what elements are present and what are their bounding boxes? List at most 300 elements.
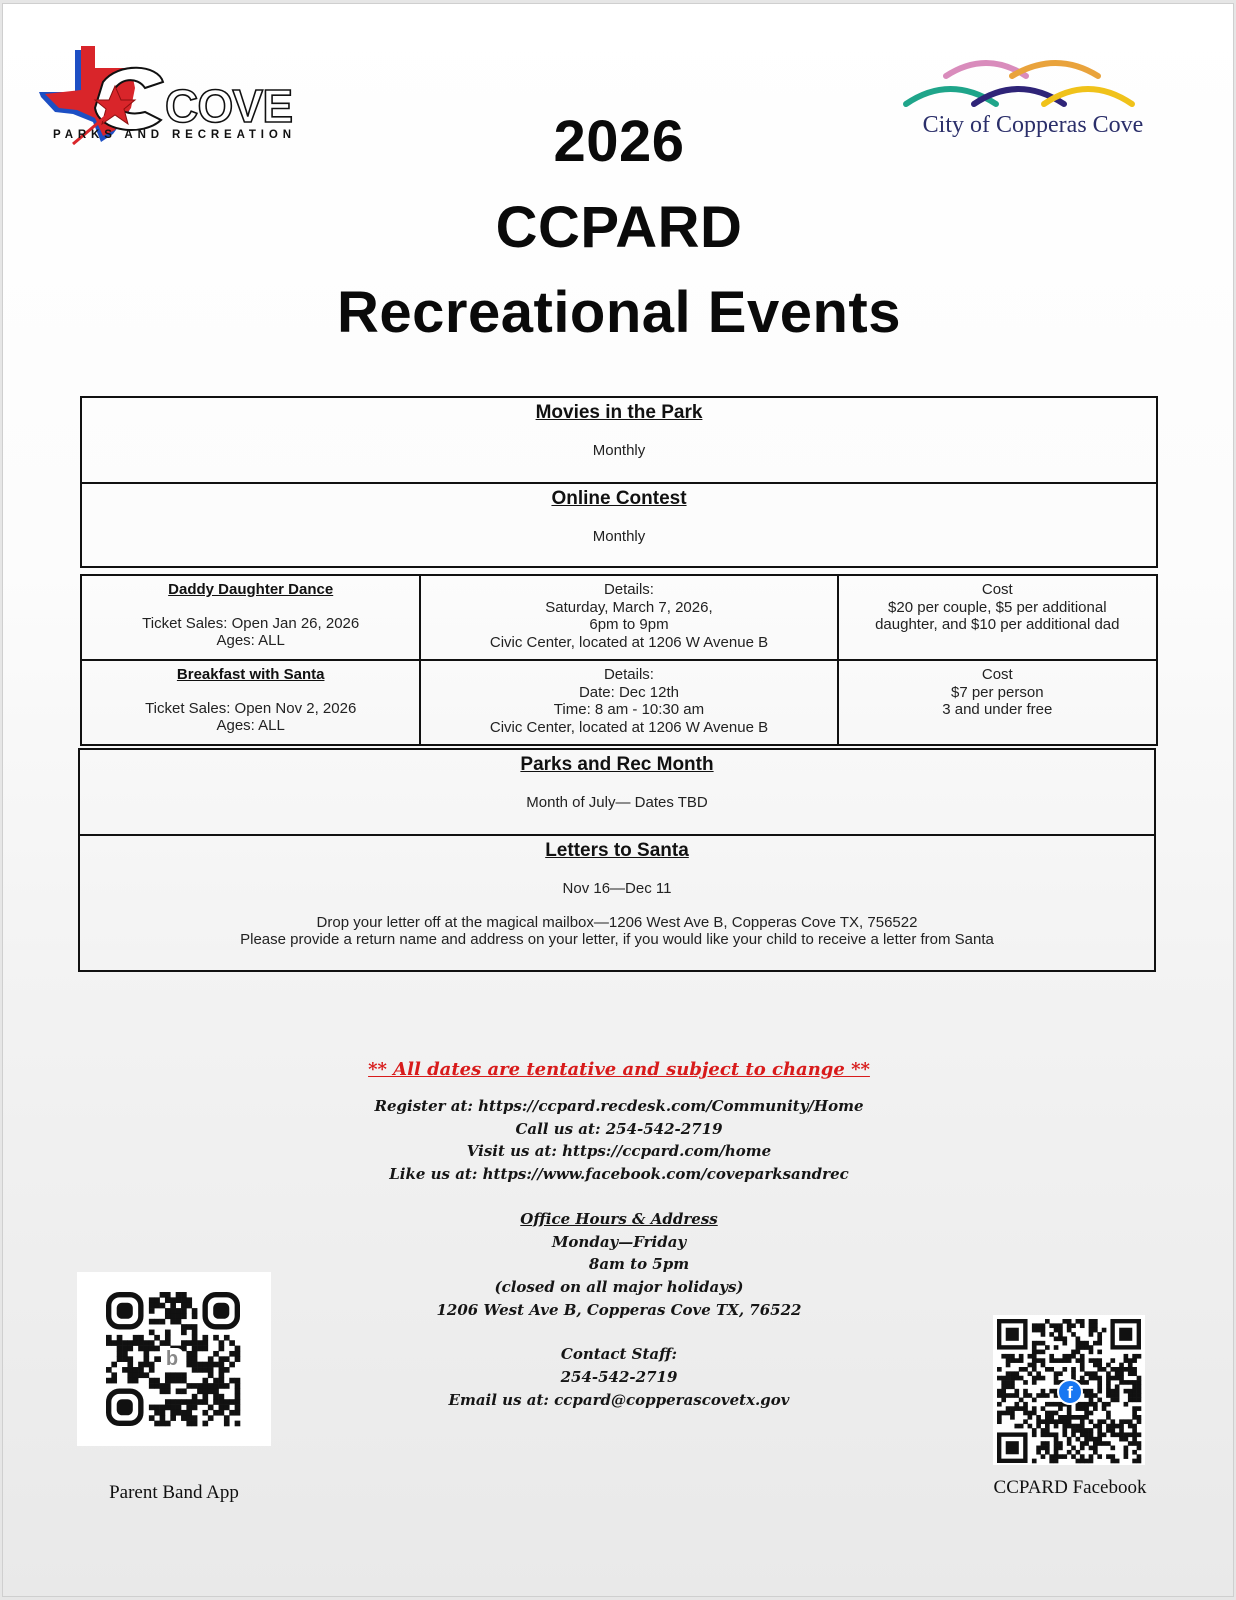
qr-module bbox=[1036, 1376, 1041, 1381]
qr-module bbox=[186, 1297, 192, 1303]
qr-module bbox=[1097, 1398, 1102, 1403]
event-schedule-parks-rec-month: Month of July— Dates TBD bbox=[526, 794, 708, 811]
qr-module bbox=[181, 1303, 187, 1309]
qr-module bbox=[1045, 1446, 1050, 1451]
cost-line: 3 and under free bbox=[942, 701, 1053, 718]
qr-module bbox=[176, 1319, 182, 1325]
qr-module bbox=[165, 1340, 171, 1346]
qr-module bbox=[1089, 1437, 1094, 1442]
qr-module bbox=[1054, 1371, 1059, 1376]
call-phone[interactable]: Call us at: 254-542-2719 bbox=[515, 1119, 723, 1138]
qr-module bbox=[1093, 1441, 1098, 1446]
qr-module bbox=[1062, 1454, 1067, 1459]
qr-module bbox=[1097, 1367, 1102, 1372]
qr-module bbox=[219, 1367, 225, 1373]
qr-module bbox=[1036, 1393, 1041, 1398]
qr-module bbox=[1032, 1376, 1037, 1381]
cost-line: $20 per couple, $5 per additional bbox=[888, 598, 1107, 616]
qr-module bbox=[1119, 1363, 1124, 1368]
qr-module bbox=[117, 1351, 123, 1357]
qr-module bbox=[1045, 1393, 1050, 1398]
qr-module bbox=[213, 1351, 219, 1357]
qr-module bbox=[149, 1405, 155, 1411]
qr-module bbox=[1049, 1323, 1054, 1328]
qr-module bbox=[1036, 1341, 1041, 1346]
qr-module bbox=[1058, 1358, 1063, 1363]
qr-module bbox=[219, 1394, 225, 1400]
qr-module bbox=[1106, 1441, 1111, 1446]
qr-module bbox=[127, 1362, 133, 1368]
qr-module bbox=[176, 1410, 182, 1416]
qr-module bbox=[1119, 1437, 1124, 1442]
qr-module bbox=[1067, 1415, 1072, 1420]
qr-module bbox=[1106, 1363, 1111, 1368]
qr-module bbox=[176, 1405, 182, 1411]
qr-module bbox=[1089, 1402, 1094, 1407]
qr-module bbox=[1080, 1402, 1085, 1407]
qr-module bbox=[1054, 1446, 1059, 1451]
qr-module bbox=[160, 1421, 166, 1427]
qr-module bbox=[133, 1340, 139, 1346]
qr-module bbox=[1071, 1371, 1076, 1376]
qr-module bbox=[1110, 1398, 1115, 1403]
monthly-events-box bbox=[80, 396, 1158, 568]
details-label: Details: bbox=[603, 581, 654, 598]
qr-module bbox=[1080, 1428, 1085, 1433]
qr-module bbox=[1071, 1415, 1076, 1420]
qr-module bbox=[208, 1367, 214, 1373]
qr-module bbox=[202, 1383, 208, 1389]
qr-module bbox=[219, 1362, 225, 1368]
qr-module bbox=[1054, 1454, 1059, 1459]
qr-module bbox=[122, 1346, 128, 1352]
qr-module bbox=[1093, 1406, 1098, 1411]
qr-module bbox=[170, 1415, 176, 1421]
qr-module bbox=[197, 1367, 203, 1373]
qr-module bbox=[1106, 1384, 1111, 1389]
qr-module bbox=[1137, 1398, 1142, 1403]
qr-module bbox=[1028, 1371, 1033, 1376]
cost-label: Cost bbox=[981, 666, 1013, 683]
qr-module bbox=[1036, 1450, 1041, 1455]
qr-module bbox=[213, 1410, 219, 1416]
qr-module bbox=[154, 1346, 160, 1352]
qr-module bbox=[1132, 1424, 1137, 1429]
qr-module bbox=[1071, 1454, 1076, 1459]
qr-module bbox=[160, 1340, 166, 1346]
qr-module bbox=[1102, 1441, 1107, 1446]
qr-module bbox=[1032, 1328, 1037, 1333]
qr-module bbox=[1110, 1376, 1115, 1381]
qr-module bbox=[197, 1399, 203, 1405]
qr-module bbox=[1062, 1319, 1067, 1324]
qr-module bbox=[1097, 1441, 1102, 1446]
qr-module bbox=[1054, 1459, 1059, 1464]
qr-module bbox=[1023, 1389, 1028, 1394]
qr-module bbox=[1067, 1441, 1072, 1446]
qr-module bbox=[1137, 1393, 1142, 1398]
qr-module bbox=[235, 1388, 241, 1394]
facebook-link[interactable]: Like us at: https://www.facebook.com/coveparksandrec bbox=[389, 1165, 849, 1184]
qr-module bbox=[1106, 1415, 1111, 1420]
qr-module bbox=[154, 1421, 160, 1427]
qr-module bbox=[170, 1313, 176, 1319]
qr-module bbox=[1128, 1389, 1133, 1394]
qr-module bbox=[1045, 1441, 1050, 1446]
seasonal-events-box bbox=[78, 748, 1156, 972]
qr-module bbox=[1010, 1415, 1015, 1420]
qr-module bbox=[1058, 1323, 1063, 1328]
qr-module bbox=[1041, 1419, 1046, 1424]
qr-module bbox=[224, 1405, 230, 1411]
register-link[interactable]: Register at: https://ccpard.recdesk.com/Community/Home bbox=[374, 1097, 864, 1115]
qr-module bbox=[149, 1367, 155, 1373]
qr-module bbox=[1032, 1380, 1037, 1385]
qr-module bbox=[133, 1367, 139, 1373]
qr-module bbox=[1006, 1354, 1011, 1359]
qr-module bbox=[1049, 1411, 1054, 1416]
event-title-parks-rec-month: Parks and Rec Month bbox=[520, 754, 714, 775]
qr-module bbox=[138, 1335, 144, 1341]
qr-module bbox=[1058, 1446, 1063, 1451]
details-line: Saturday, March 7, 2026, bbox=[545, 598, 713, 616]
qr-module bbox=[1119, 1432, 1124, 1437]
qr-module bbox=[1058, 1328, 1063, 1333]
qr-module bbox=[192, 1367, 198, 1373]
qr-module bbox=[176, 1313, 182, 1319]
qr-module bbox=[1058, 1371, 1063, 1376]
qr-module bbox=[1084, 1415, 1089, 1420]
qr-module bbox=[202, 1335, 208, 1341]
qr-module bbox=[1084, 1441, 1089, 1446]
qr-module bbox=[106, 1340, 112, 1346]
qr-module bbox=[1106, 1454, 1111, 1459]
qr-module bbox=[1058, 1332, 1063, 1337]
qr-module bbox=[170, 1410, 176, 1416]
qr-module bbox=[1071, 1432, 1076, 1437]
qr-module bbox=[1041, 1350, 1046, 1355]
qr-module bbox=[165, 1421, 171, 1427]
qr-module bbox=[192, 1335, 198, 1341]
qr-module bbox=[176, 1399, 182, 1405]
qr-module bbox=[144, 1340, 150, 1346]
qr-module bbox=[1102, 1367, 1107, 1372]
qr-module bbox=[133, 1378, 139, 1384]
qr-module bbox=[1067, 1328, 1072, 1333]
qr-module bbox=[176, 1378, 182, 1384]
qr-module bbox=[149, 1330, 155, 1336]
qr-module bbox=[1089, 1459, 1094, 1464]
qr-module bbox=[154, 1303, 160, 1309]
qr-module bbox=[149, 1308, 155, 1314]
qr-module bbox=[1045, 1424, 1050, 1429]
qr-module bbox=[144, 1362, 150, 1368]
table-row bbox=[81, 575, 1157, 660]
qr-module bbox=[133, 1335, 139, 1341]
qr-module bbox=[1093, 1358, 1098, 1363]
arcs-graphic bbox=[898, 52, 1158, 112]
divider bbox=[82, 482, 1156, 484]
qr-module bbox=[138, 1367, 144, 1373]
qr-module bbox=[1067, 1358, 1072, 1363]
qr-module bbox=[1041, 1432, 1046, 1437]
qr-module bbox=[1054, 1441, 1059, 1446]
qr-module bbox=[1124, 1380, 1129, 1385]
qr-module bbox=[1019, 1367, 1024, 1372]
ticket-sales: Ticket Sales: Open Jan 26, 2026 bbox=[142, 614, 360, 632]
qr-module bbox=[192, 1346, 198, 1352]
qr-module bbox=[192, 1405, 198, 1411]
qr-module bbox=[1132, 1411, 1137, 1416]
qr-module bbox=[192, 1421, 198, 1427]
qr-module bbox=[1045, 1428, 1050, 1433]
qr-module bbox=[1076, 1415, 1081, 1420]
qr-module bbox=[1062, 1341, 1067, 1346]
qr-module bbox=[1041, 1454, 1046, 1459]
qr-module bbox=[1071, 1354, 1076, 1359]
qr-module bbox=[133, 1372, 139, 1378]
qr-module bbox=[1049, 1459, 1054, 1464]
event-title-breakfast-with-santa: Breakfast with Santa bbox=[176, 666, 325, 683]
qr-module bbox=[1071, 1446, 1076, 1451]
qr-module bbox=[224, 1399, 230, 1405]
qr-module bbox=[192, 1351, 198, 1357]
qr-module bbox=[192, 1324, 198, 1330]
qr-module bbox=[165, 1313, 171, 1319]
qr-module bbox=[1032, 1341, 1037, 1346]
qr-module bbox=[1076, 1459, 1081, 1464]
qr-module bbox=[1006, 1411, 1011, 1416]
qr-module bbox=[235, 1421, 241, 1427]
qr-module bbox=[1080, 1406, 1085, 1411]
qr-module bbox=[1010, 1384, 1015, 1389]
qr-module bbox=[154, 1405, 160, 1411]
qr-module bbox=[1110, 1459, 1115, 1464]
qr-module bbox=[1137, 1454, 1142, 1459]
qr-module bbox=[1041, 1323, 1046, 1328]
qr-module bbox=[160, 1415, 166, 1421]
qr-module bbox=[1014, 1358, 1019, 1363]
qr-module bbox=[1067, 1406, 1072, 1411]
qr-module bbox=[122, 1340, 128, 1346]
qr-module bbox=[1001, 1376, 1006, 1381]
qr-module bbox=[1089, 1432, 1094, 1437]
qr-module bbox=[1132, 1380, 1137, 1385]
qr-module bbox=[1019, 1376, 1024, 1381]
qr-module bbox=[1089, 1319, 1094, 1324]
qr-module bbox=[1067, 1411, 1072, 1416]
event-title-letters-to-santa: Letters to Santa bbox=[545, 840, 689, 861]
qr-module bbox=[1124, 1432, 1129, 1437]
qr-module bbox=[1084, 1371, 1089, 1376]
qr-module bbox=[1132, 1384, 1137, 1389]
qr-module bbox=[1006, 1393, 1011, 1398]
staff-phone[interactable]: 254-542-2719 bbox=[560, 1368, 678, 1387]
event-cell bbox=[81, 660, 420, 745]
qr-module bbox=[192, 1356, 198, 1362]
qr-module bbox=[1084, 1389, 1089, 1394]
qr-module bbox=[1124, 1354, 1129, 1359]
qr-module bbox=[1132, 1428, 1137, 1433]
event-title-movies: Movies in the Park bbox=[535, 402, 703, 423]
qr-module bbox=[149, 1319, 155, 1325]
qr-module bbox=[192, 1340, 198, 1346]
qr-module bbox=[1080, 1432, 1085, 1437]
qr-finder-pattern bbox=[205, 1295, 237, 1327]
qr-module bbox=[181, 1308, 187, 1314]
qr-module bbox=[1062, 1367, 1067, 1372]
qr-module bbox=[1062, 1336, 1067, 1341]
event-cell bbox=[81, 575, 420, 660]
qr-module bbox=[1132, 1398, 1137, 1403]
qr-module bbox=[186, 1351, 192, 1357]
qr-module bbox=[1054, 1411, 1059, 1416]
qr-module bbox=[192, 1394, 198, 1400]
qr-module bbox=[170, 1319, 176, 1325]
qr-module bbox=[176, 1292, 182, 1298]
qr-module bbox=[138, 1346, 144, 1352]
qr-module bbox=[1097, 1437, 1102, 1442]
qr-module bbox=[1062, 1432, 1067, 1437]
qr-module bbox=[160, 1410, 166, 1416]
qr-module bbox=[176, 1308, 182, 1314]
qr-module bbox=[1097, 1454, 1102, 1459]
qr-module bbox=[1093, 1446, 1098, 1451]
qr-module bbox=[149, 1415, 155, 1421]
qr-module bbox=[1132, 1441, 1137, 1446]
qr-module bbox=[1124, 1454, 1129, 1459]
qr-module bbox=[1014, 1376, 1019, 1381]
qr-module bbox=[165, 1405, 171, 1411]
qr-module bbox=[197, 1362, 203, 1368]
qr-module bbox=[154, 1319, 160, 1325]
qr-module bbox=[1119, 1367, 1124, 1372]
qr-module bbox=[1115, 1424, 1120, 1429]
qr-module bbox=[186, 1399, 192, 1405]
band-app-qr-code[interactable] bbox=[77, 1272, 271, 1446]
qr-module bbox=[192, 1383, 198, 1389]
qr-module bbox=[1049, 1415, 1054, 1420]
qr-module bbox=[127, 1356, 133, 1362]
qr-module bbox=[186, 1324, 192, 1330]
qr-module bbox=[170, 1372, 176, 1378]
qr-module bbox=[229, 1378, 235, 1384]
qr-module bbox=[1089, 1371, 1094, 1376]
facebook-qr-code[interactable] bbox=[993, 1315, 1145, 1465]
qr-module bbox=[1110, 1419, 1115, 1424]
qr-module bbox=[1115, 1459, 1120, 1464]
qr-module bbox=[1097, 1350, 1102, 1355]
qr-module bbox=[1014, 1424, 1019, 1429]
qr-module bbox=[1041, 1389, 1046, 1394]
qr-module bbox=[1084, 1393, 1089, 1398]
qr-module bbox=[235, 1356, 241, 1362]
qr-module bbox=[149, 1383, 155, 1389]
qr-module bbox=[1102, 1419, 1107, 1424]
qr-module bbox=[1049, 1358, 1054, 1363]
qr-module bbox=[1115, 1367, 1120, 1372]
qr-module bbox=[1023, 1411, 1028, 1416]
qr-module bbox=[1093, 1341, 1098, 1346]
title-org: CCPARD bbox=[495, 195, 743, 260]
qr-module bbox=[1097, 1358, 1102, 1363]
qr-module bbox=[1132, 1393, 1137, 1398]
details-line: Time: 8 am - 10:30 am bbox=[553, 701, 705, 718]
qr-module bbox=[1115, 1398, 1120, 1403]
cost-line: $7 per person bbox=[950, 683, 1044, 701]
qr-module bbox=[1110, 1389, 1115, 1394]
qr-module bbox=[1115, 1371, 1120, 1376]
office-hours: 8am to 5pm bbox=[588, 1255, 690, 1274]
qr-module bbox=[1106, 1371, 1111, 1376]
qr-module bbox=[1080, 1424, 1085, 1429]
qr-module bbox=[1080, 1419, 1085, 1424]
city-name: City of Copperas Cove bbox=[922, 112, 1144, 138]
qr-module bbox=[165, 1383, 171, 1389]
qr-module bbox=[1054, 1437, 1059, 1442]
qr-module bbox=[1067, 1323, 1072, 1328]
details-cell bbox=[420, 575, 837, 660]
qr-module bbox=[1076, 1319, 1081, 1324]
qr-module bbox=[160, 1383, 166, 1389]
qr-module bbox=[1097, 1341, 1102, 1346]
qr-module bbox=[181, 1297, 187, 1303]
qr-module bbox=[1041, 1441, 1046, 1446]
qr-module bbox=[1054, 1345, 1059, 1350]
qr-module bbox=[1132, 1358, 1137, 1363]
qr-module bbox=[1132, 1389, 1137, 1394]
qr-module bbox=[117, 1346, 123, 1352]
qr-module bbox=[1076, 1428, 1081, 1433]
qr-module bbox=[1062, 1358, 1067, 1363]
cost-label: Cost bbox=[981, 581, 1013, 598]
qr-module bbox=[1041, 1358, 1046, 1363]
qr-module bbox=[1084, 1428, 1089, 1433]
qr-module bbox=[1137, 1441, 1142, 1446]
qr-module bbox=[208, 1362, 214, 1368]
qr-module bbox=[1045, 1319, 1050, 1324]
qr-module bbox=[1054, 1328, 1059, 1333]
qr-module bbox=[1006, 1384, 1011, 1389]
qr-module bbox=[1058, 1441, 1063, 1446]
qr-module bbox=[1049, 1354, 1054, 1359]
email-link[interactable]: Email us at: ccpard@copperascovetx.gov bbox=[448, 1390, 790, 1409]
qr-module bbox=[1097, 1363, 1102, 1368]
qr-module bbox=[1058, 1415, 1063, 1420]
qr-module bbox=[1115, 1384, 1120, 1389]
qr-module bbox=[1089, 1454, 1094, 1459]
qr-module bbox=[1058, 1336, 1063, 1341]
visit-link[interactable]: Visit us at: https://ccpard.com/home bbox=[466, 1142, 772, 1161]
qr-module bbox=[1023, 1380, 1028, 1385]
qr-module bbox=[165, 1297, 171, 1303]
ticketed-events-table bbox=[80, 574, 1158, 746]
qr-module bbox=[165, 1399, 171, 1405]
qr-module bbox=[1097, 1389, 1102, 1394]
event-title-daddy-daughter-dance: Daddy Daughter Dance bbox=[168, 581, 334, 598]
qr-module bbox=[160, 1388, 166, 1394]
qr-module bbox=[127, 1378, 133, 1384]
qr-module bbox=[1036, 1424, 1041, 1429]
details-line: 6pm to 9pm bbox=[589, 616, 669, 633]
qr-module bbox=[197, 1340, 203, 1346]
qr-module bbox=[229, 1399, 235, 1405]
qr-module bbox=[1006, 1380, 1011, 1385]
qr-module bbox=[208, 1356, 214, 1362]
qr-module bbox=[1054, 1402, 1059, 1407]
qr-module bbox=[1084, 1432, 1089, 1437]
qr-module bbox=[1128, 1398, 1133, 1403]
